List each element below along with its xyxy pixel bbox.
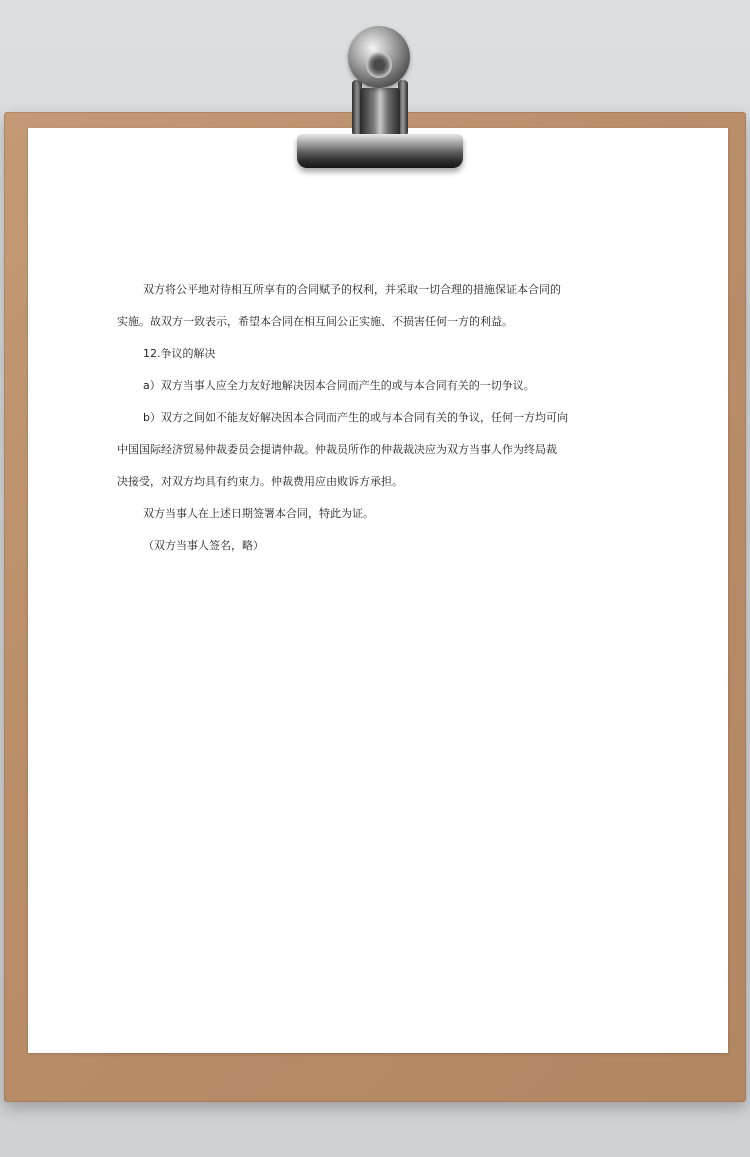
paper-sheet bbox=[28, 128, 728, 1053]
binder-clip-hole-inner bbox=[373, 59, 385, 71]
document-line: 实施。故双方一致表示，希望本合同在相互间公正实施、不损害任何一方的利益。 bbox=[117, 315, 513, 328]
binder-clip-edge bbox=[300, 158, 460, 168]
document-line: a）双方当事人应全力友好地解决因本合同而产生的或与本合同有关的一切争议。 bbox=[143, 379, 535, 392]
signature-note: （双方当事人签名，略） bbox=[143, 539, 264, 552]
section-heading: 12.争议的解决 bbox=[143, 347, 216, 360]
binder-clip-neck bbox=[360, 88, 400, 138]
document-line: 双方将公平地对待相互所享有的合同赋予的权利，并采取一切合理的措施保证本合同的 bbox=[143, 283, 561, 296]
document-line: 双方当事人在上述日期签署本合同，特此为证。 bbox=[143, 507, 374, 520]
document-line: 中国国际经济贸易仲裁委员会提请仲裁。仲裁员所作的仲裁裁决应为双方当事人作为终局裁 bbox=[117, 443, 557, 456]
document-line: b）双方之间如不能友好解决因本合同而产生的或与本合同有关的争议，任何一方均可向 bbox=[143, 411, 568, 424]
document-line: 决接受，对双方均具有约束力。仲裁费用应由败诉方承担。 bbox=[117, 475, 403, 488]
